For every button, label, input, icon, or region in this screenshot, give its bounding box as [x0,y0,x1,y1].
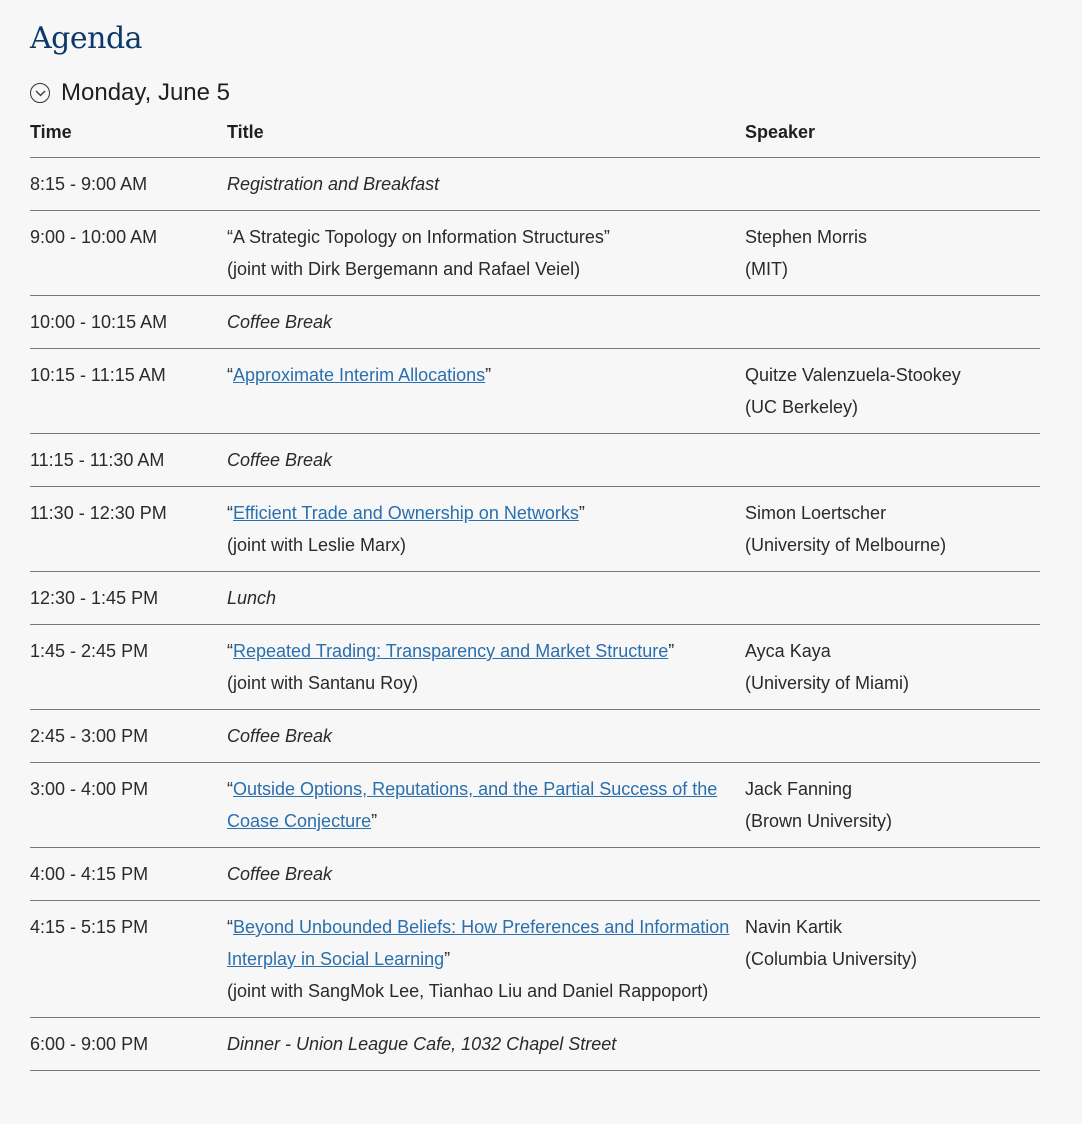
time-cell: 2:45 - 3:00 PM [30,710,227,763]
speaker-affiliation: (UC Berkeley) [745,397,859,417]
open-quote: “ [227,365,233,385]
talk-link[interactable]: Repeated Trading: Transparency and Market Structure [233,641,669,661]
table-row [30,211,1040,296]
speaker-name: Ayca Kaya [745,641,831,661]
header-time: Time [30,112,227,158]
table-header-row [30,112,1040,158]
title-cell [227,625,745,710]
close-quote: ” [371,811,378,831]
speaker-cell [745,296,1040,349]
speaker-cell [745,710,1040,763]
table-row [30,572,1040,625]
title-cell [227,572,745,625]
speaker-affiliation: (MIT) [745,259,788,279]
time-cell: 12:30 - 1:45 PM [30,572,227,625]
day-toggle[interactable] [30,76,1040,110]
title-cell [227,901,745,1018]
table-row [30,901,1040,1018]
title-cell [227,710,745,763]
talk-link[interactable]: Outside Options, Reputations, and the Partial Success of the Coase Conjecture [227,779,718,831]
speaker-cell [745,901,1040,1018]
speaker-cell [745,211,1040,296]
speaker-cell [745,625,1040,710]
table-row [30,625,1040,710]
joint-authors: (joint with Santanu Roy) [227,673,419,693]
joint-authors: (joint with Leslie Marx) [227,535,407,555]
event-title: Lunch [227,588,277,608]
chevron-down-icon[interactable] [30,83,50,103]
speaker-cell [745,1018,1040,1071]
day-title: Monday, June 5 [61,79,230,106]
talk-title: “A Strategic Topology on Information Structures” [227,227,610,247]
close-quote: ” [668,641,675,661]
speaker-affiliation: (University of Miami) [745,673,910,693]
title-cell [227,158,745,211]
speaker-cell [745,572,1040,625]
speaker-affiliation: (Brown University) [745,811,893,831]
header-speaker: Speaker [745,112,1040,158]
table-row [30,296,1040,349]
speaker-affiliation: (University of Melbourne) [745,535,947,555]
time-cell: 3:00 - 4:00 PM [30,763,227,848]
title-cell [227,296,745,349]
event-title: Registration and Breakfast [227,174,440,194]
table-row [30,349,1040,434]
table-row [30,158,1040,211]
table-row [30,763,1040,848]
close-quote: ” [444,949,451,969]
event-title: Coffee Break [227,312,333,332]
open-quote: “ [227,641,233,661]
speaker-name: Simon Loertscher [745,503,887,523]
open-quote: “ [227,503,233,523]
time-cell: 4:00 - 4:15 PM [30,848,227,901]
speaker-name: Jack Fanning [745,779,853,799]
time-cell: 11:15 - 11:30 AM [30,434,227,487]
title-cell [227,487,745,572]
speaker-name: Quitze Valenzuela-Stookey [745,365,961,385]
speaker-affiliation: (Columbia University) [745,949,918,969]
speaker-cell [745,434,1040,487]
joint-authors: (joint with Dirk Bergemann and Rafael Veiel) [227,259,581,279]
time-cell: 10:15 - 11:15 AM [30,349,227,434]
event-title: Coffee Break [227,726,333,746]
speaker-cell [745,158,1040,211]
page-title: Agenda [30,21,143,56]
title-cell [227,1018,745,1071]
event-title: Dinner - Union League Cafe, 1032 Chapel Street [227,1034,617,1054]
agenda-table [30,112,1040,1071]
agenda-body [30,158,1040,1071]
header-title: Title [227,112,745,158]
speaker-cell [745,487,1040,572]
title-cell [227,848,745,901]
close-quote: ” [578,503,585,523]
table-row [30,487,1040,572]
open-quote: “ [227,779,233,799]
title-cell [227,211,745,296]
speaker-cell [745,848,1040,901]
title-cell [227,763,745,848]
time-cell: 4:15 - 5:15 PM [30,901,227,1018]
speaker-name: Navin Kartik [745,917,843,937]
title-cell [227,349,745,434]
event-title: Coffee Break [227,450,333,470]
table-row [30,848,1040,901]
joint-authors: (joint with SangMok Lee, Tianhao Liu and Daniel Rappoport) [227,981,709,1001]
table-row [30,1018,1040,1071]
speaker-cell [745,763,1040,848]
time-cell: 1:45 - 2:45 PM [30,625,227,710]
speaker-cell [745,349,1040,434]
open-quote: “ [227,917,233,937]
close-quote: ” [485,365,492,385]
time-cell: 10:00 - 10:15 AM [30,296,227,349]
talk-link[interactable]: Efficient Trade and Ownership on Networks [233,503,579,523]
talk-link[interactable]: Approximate Interim Allocations [233,365,486,385]
title-cell [227,434,745,487]
time-cell: 9:00 - 10:00 AM [30,211,227,296]
time-cell: 11:30 - 12:30 PM [30,487,227,572]
speaker-name: Stephen Morris [745,227,868,247]
time-cell: 8:15 - 9:00 AM [30,158,227,211]
table-row [30,434,1040,487]
event-title: Coffee Break [227,864,333,884]
time-cell: 6:00 - 9:00 PM [30,1018,227,1071]
table-row [30,710,1040,763]
talk-link[interactable]: Beyond Unbounded Beliefs: How Preferences and Information Interplay in Social Learning [227,917,730,969]
